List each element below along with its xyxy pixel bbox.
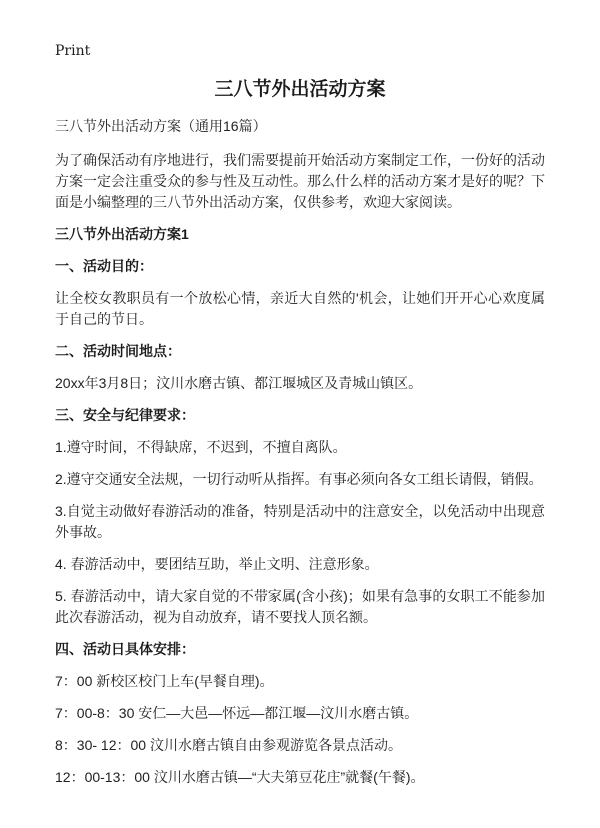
section-heading: 四、活动日具体安排： (55, 641, 195, 657)
section-heading: 三八节外出活动方案1 (55, 226, 189, 242)
document-paragraph: 5. 春游活动中，请大家自觉的不带家属(含小孩)；如果有急事的女职工不能参加此次春游活动，视为自动放弃，请不要找人顶名额。 (55, 588, 545, 625)
document-body (55, 224, 545, 788)
section-heading: 一、活动目的： (55, 258, 153, 274)
document-paragraph: 12：00-13：00 汶川水磨古镇—“大夫第豆花庄”就餐(午餐)。 (55, 769, 425, 785)
document-paragraph: 让全校女教职员有一个放松心情，亲近大自然的'机会，让她们开开心心欢度属于自己的节日。 (55, 290, 545, 327)
document-paragraph: 8：30- 12：00 汶川水磨古镇自由参观游览各景点活动。 (55, 737, 402, 753)
section-heading: 二、活动时间地点： (55, 343, 181, 359)
document-paragraph: 7：00 新校区校门上车(早餐自理)。 (55, 673, 274, 689)
document-paragraph: 20xx年3月8日；汶川水磨古镇、都江堰城区及青城山镇区。 (55, 375, 423, 391)
document-subtitle: 三八节外出活动方案（通用16篇） (55, 118, 267, 134)
document-paragraph: 2.遵守交通安全法规，一切行动听从指挥。有事必须向各女工组长请假，销假。 (55, 471, 543, 487)
document-paragraph: 1.遵守时间，不得缺席，不迟到，不擅自离队。 (55, 439, 347, 455)
document-paragraph: 4. 春游活动中，要团结互助，举止文明、注意形象。 (55, 556, 379, 572)
document-intro: 为了确保活动有序地进行，我们需要提前开始活动方案制定工作，一份好的活动方案一定会注重受众的参与性及互动性。那么什么样的活动方案才是好的呢？下面是小编整理的三八节外出活动方案，仅供参考，欢迎大家阅读。 (55, 152, 545, 210)
print-button[interactable]: Print (55, 43, 91, 59)
document-title: 三八节外出活动方案 (214, 79, 386, 100)
document-paragraph: 3.自觉主动做好春游活动的准备，特别是活动中的注意安全，以免活动中出现意外事故。 (55, 503, 545, 540)
section-heading: 三、安全与纪律要求： (55, 407, 195, 423)
document-paragraph: 7：00-8：30 安仁—大邑—怀远—都江堰—汶川水磨古镇。 (55, 705, 419, 721)
